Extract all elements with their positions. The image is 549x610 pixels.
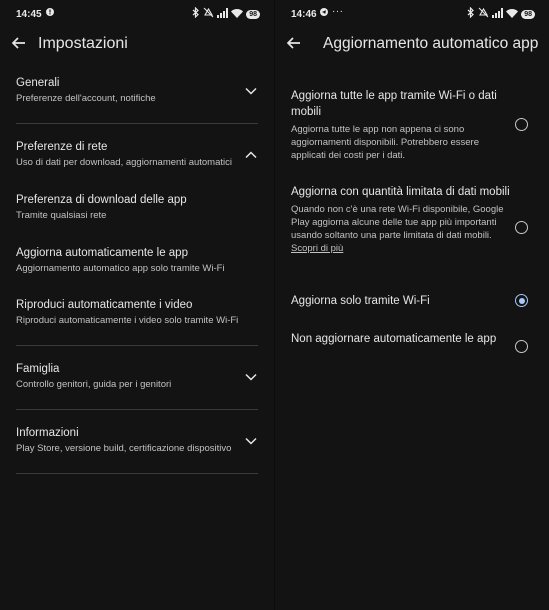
item-label: Riproduci automaticamente i video xyxy=(16,299,193,311)
status-time: 14:45 xyxy=(16,9,42,20)
radio-wifi-only[interactable] xyxy=(515,294,528,307)
back-arrow-icon[interactable] xyxy=(10,34,28,52)
item-label: Generali xyxy=(16,77,60,89)
option-sub-text: Quando non c'è una rete Wi-Fi disponibile, Google Play aggiorna alcune delle tue app più importanti usando soltanto una parte limitata di dati mobili. xyxy=(291,204,504,241)
learn-more-link[interactable]: Scopri di più xyxy=(291,243,344,254)
option-limited-mobile[interactable] xyxy=(291,184,511,255)
option-label: Non aggiornare automaticamente le app xyxy=(291,333,497,345)
item-label: Preferenza di download delle app xyxy=(16,194,187,206)
signal-icon xyxy=(217,8,228,21)
alert-icon xyxy=(46,8,54,19)
settings-item-famiglia[interactable] xyxy=(16,363,258,390)
auto-update-screen xyxy=(275,0,549,610)
page-title: Aggiornamento automatico app xyxy=(323,35,539,52)
signal-icon xyxy=(492,8,503,21)
status-icons xyxy=(467,7,535,21)
chevron-up-icon xyxy=(244,148,258,162)
section-divider xyxy=(16,473,258,474)
section-divider xyxy=(16,123,258,124)
settings-item-download[interactable] xyxy=(16,194,258,221)
settings-item-aggiorna-app[interactable] xyxy=(16,247,258,274)
item-sub: Riproduci automaticamente i video solo tramite Wi-Fi xyxy=(16,315,239,326)
option-wifi-only[interactable] xyxy=(291,293,511,309)
back-arrow-icon[interactable] xyxy=(285,34,303,52)
option-sub xyxy=(291,203,511,255)
radio-wifi-or-mobile[interactable] xyxy=(515,118,528,131)
settings-item-informazioni[interactable] xyxy=(16,427,258,454)
status-bar xyxy=(275,0,549,28)
bluetooth-icon xyxy=(192,7,200,21)
option-label: Aggiorna solo tramite Wi-Fi xyxy=(291,295,430,307)
item-sub: Uso di dati per download, aggiornamenti automatici xyxy=(16,157,232,168)
item-label: Preferenze di rete xyxy=(16,141,108,153)
option-sub: Aggiorna tutte le app non appena ci sono aggiornamenti disponibili. Potrebbero essere applicati dei costi per i dati. xyxy=(291,124,480,161)
chevron-down-icon xyxy=(244,370,258,384)
section-divider xyxy=(16,409,258,410)
app-bar xyxy=(275,28,549,64)
settings-screen xyxy=(0,0,274,610)
section-divider xyxy=(16,345,258,346)
status-time: 14:46 xyxy=(291,9,317,20)
chevron-down-icon xyxy=(244,434,258,448)
app-bar xyxy=(0,28,274,64)
telegram-icon xyxy=(320,8,328,19)
wifi-icon xyxy=(506,8,518,21)
item-sub: Controllo genitori, guida per i genitori xyxy=(16,379,172,390)
item-sub: Aggiornamento automatico app solo tramite Wi-Fi xyxy=(16,263,225,274)
settings-item-video[interactable] xyxy=(16,299,258,326)
battery-badge: 98 xyxy=(246,10,260,19)
status-icons xyxy=(192,7,260,21)
status-bar xyxy=(0,0,274,28)
option-wifi-or-mobile[interactable] xyxy=(291,88,511,162)
radio-limited-mobile[interactable] xyxy=(515,221,528,234)
chevron-down-icon xyxy=(244,84,258,98)
mute-icon xyxy=(203,7,214,21)
item-label: Informazioni xyxy=(16,427,79,439)
bluetooth-icon xyxy=(467,7,475,21)
item-sub: Preferenze dell'account, notifiche xyxy=(16,93,156,104)
wifi-icon xyxy=(231,8,243,21)
page-title: Impostazioni xyxy=(38,35,128,52)
item-sub: Play Store, versione build, certificazione dispositivo xyxy=(16,443,232,454)
mute-icon xyxy=(478,7,489,21)
option-never[interactable] xyxy=(291,331,511,347)
more-notifications-icon: ··· xyxy=(332,6,344,17)
settings-item-generali[interactable] xyxy=(16,77,258,104)
option-label: Aggiorna con quantità limitata di dati mobili xyxy=(291,186,510,198)
settings-item-preferenze-rete[interactable] xyxy=(16,141,258,168)
item-sub: Tramite qualsiasi rete xyxy=(16,210,107,221)
battery-badge: 98 xyxy=(521,10,535,19)
option-label: Aggiorna tutte le app tramite Wi-Fi o dati mobili xyxy=(291,90,497,118)
item-label: Aggiorna automaticamente le app xyxy=(16,247,188,259)
radio-never[interactable] xyxy=(515,340,528,353)
item-label: Famiglia xyxy=(16,363,60,375)
